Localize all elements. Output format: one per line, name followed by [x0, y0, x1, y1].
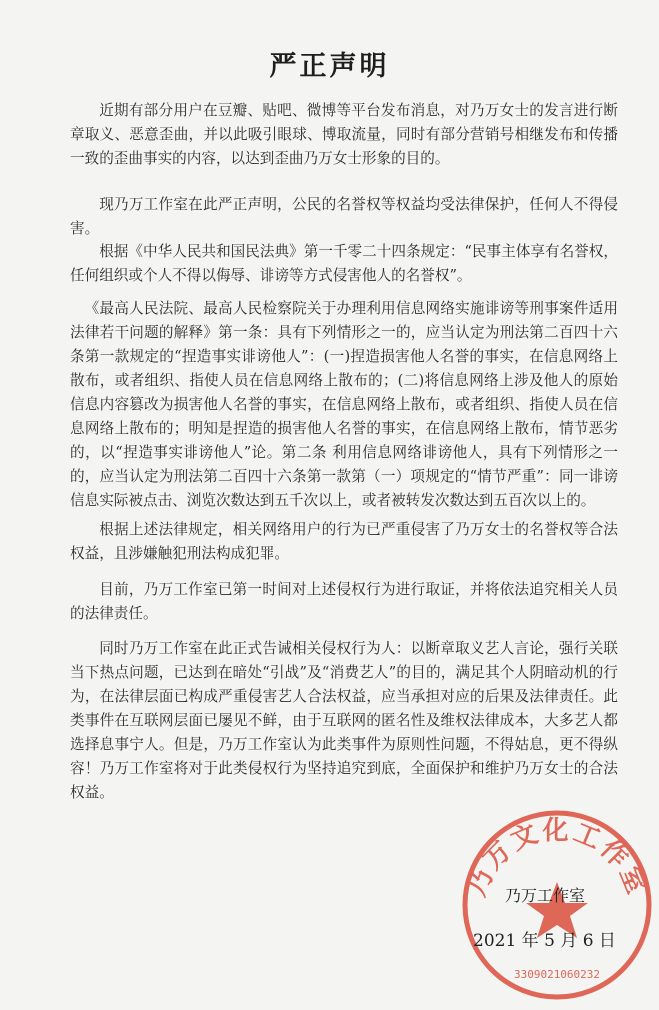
paragraph-7: 同时乃万工作室在此正式告诫相关侵权行为人：以断章取义艺人言论，强行关联当下热点问题，已达到在暗处“引战”及“消费艺人”的目的，满足其个人阴暗动机的行为，在法律层面已构成严重侵害艺人合法权益，应当承担对应的后果及法律责任。此类事件在互联网层面已屡见不鲜，由于互联网的匿名性及维权法律成本，大多艺人都选择息事宁人。但是，乃万工作室认为此类事件为原则性问题，不得姑息，更不得纵容！乃万工作室将对于此类侵权行为坚持追究到底，全面保护和维护乃万女士的合法权益。: [70, 640, 618, 801]
paragraph-3: 根据《中华人民共和国民法典》第一千零二十四条规定：“民事主体享有名誉权，任何组织或个人不得以侮辱、诽谤等方式侵害他人的名誉权”。: [70, 243, 618, 284]
document-title: 严正声明: [269, 51, 390, 82]
seal-arc-text: 乃万文化工作室: [461, 815, 653, 901]
statement-date: 2021 年 5 月 6 日: [473, 931, 616, 951]
signature: 乃万工作室: [505, 886, 586, 905]
seal-number: 3309021060232: [513, 968, 601, 981]
paragraph-2: 现乃万工作室在此严正声明，公民的名誉权等权益均受法律保护，任何人不得侵害。: [70, 196, 618, 237]
paragraph-6: 目前，乃万工作室已第一时间对上述侵权行为进行取证，并将依法追究相关人员的法律责任。: [70, 581, 618, 622]
paragraph-1: 近期有部分用户在豆瓣、贴吧、微博等平台发布消息，对乃万女士的发言进行断章取义、恶意歪曲，并以此吸引眼球、博取流量，同时有部分营销号相继发布和传播一致的歪曲事实的内容，以达到歪曲乃万女士形象的目的。: [70, 102, 618, 167]
paragraph-5: 根据上述法律规定，相关网络用户的行为已严重侵害了乃万女士的名誉权等合法权益，且涉嫌触犯刑法构成犯罪。: [70, 521, 618, 562]
paragraph-4: 《最高人民法院、最高人民检察院关于办理利用信息网络实施诽谤等刑事案件适用法律若干问题的解释》第一条：具有下列情形之一的，应当认定为刑法第二百四十六条第一款规定的“捏造事实诽谤他人”：(一)捏造损害他人名誉的事实，在信息网络上散布，或者组织、指使人员在信息网络上散布的；(二)将信息网络上涉及他人的原始信息内容篡改为损害他人名誉的事实，在信息网络上散布，或者组织、指使人员在信息网络上散布的；明知是捏造的损害他人名誉的事实，在信息网络上散布，情节恶劣的，以“捏造事实诽谤他人”论。第二条 利用信息网络诽谤他人，具有下列情形之一的，应当认定为刑法第二百四十六条第一款第（一）项规定的“情节严重”：同一诽谤信息实际被点击、浏览次数达到五千次以上，或者被转发次数达到五百次以上的。: [70, 300, 618, 509]
